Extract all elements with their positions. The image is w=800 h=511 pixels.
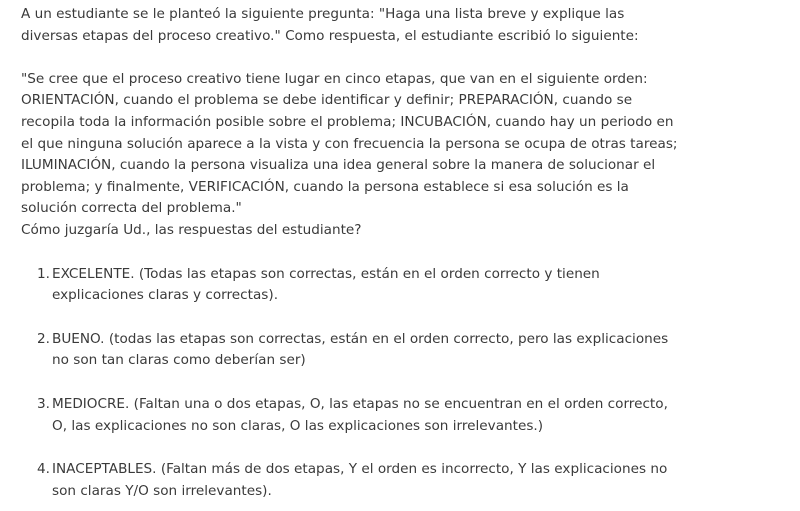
spacer — [21, 47, 681, 69]
option-number: 1. — [37, 265, 50, 282]
answer-option[interactable] — [21, 394, 681, 437]
answer-options-list — [21, 264, 681, 503]
answer-option[interactable] — [21, 264, 681, 307]
answer-option[interactable] — [21, 459, 681, 502]
question-prompt: Cómo juzgaría Ud., las respuestas del estudiante? — [21, 221, 362, 238]
option-number: 4. — [37, 461, 50, 478]
option-text: EXCELENTE. (Todas las etapas son correctas, están en el orden correcto y tienen explicaciones claras y correctas). — [52, 265, 600, 304]
question-intro: A un estudiante se le planteó la siguiente pregunta: "Haga una lista breve y explique las diversas etapas del proceso creativo." Como respuesta, el estudiante escribió lo siguiente: — [21, 6, 639, 44]
option-number: 3. — [37, 395, 50, 412]
option-text: INACEPTABLES. (Faltan más de dos etapas, Y el orden es incorrecto, Y las explicaciones no son claras Y/O son irrelevantes). — [52, 461, 668, 499]
option-text: BUENO. (todas las etapas son correctas, están en el orden correcto, pero las explicaciones no son tan claras como deberían ser) — [52, 330, 669, 369]
option-number: 2. — [37, 330, 50, 347]
student-answer: "Se cree que el proceso creativo tiene lugar en cinco etapas, que van en el siguiente orden: ORIENTACIÓN, cuando el problema se debe identificar y definir; PREPARACIÓN, cuando se recopila toda la información posible sobre el problema; INCUBACIÓN, cuando hay un periodo en el que ninguna solución aparece a la vista y con frecuencia la persona se ocupa de otras tareas; ILUMINACIÓN, cuando la persona visualiza una idea general sobre la manera de solucionar el problema; y finalmente, VERIFICACIÓN, cuando la persona establece si esa solución es la solución correcta del problema." — [21, 70, 678, 217]
option-text: MEDIOCRE. (Faltan una o dos etapas, O, las etapas no se encuentran en el orden correcto, O, las explicaciones no son claras, O las explicaciones son irrelevantes.) — [52, 395, 668, 434]
question-block — [21, 4, 681, 242]
answer-option[interactable] — [21, 329, 681, 372]
